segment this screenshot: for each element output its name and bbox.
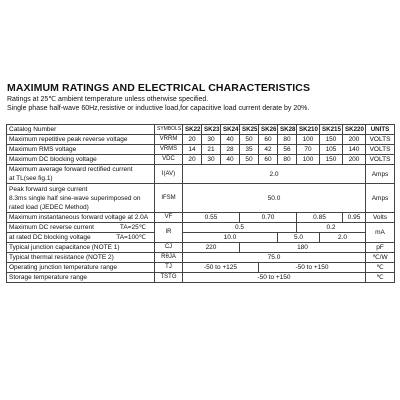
cell-value: 2.0 — [320, 233, 366, 243]
cell-value: 14 — [183, 145, 202, 155]
row-unit: ℃ — [366, 263, 395, 273]
cell-value: 220 — [183, 243, 240, 253]
row-label-line: rated load (JEDEC Method) — [9, 203, 89, 211]
header-part: SK215 — [320, 125, 343, 135]
row-unit: ℃ — [366, 273, 395, 283]
ratings-table — [6, 124, 395, 283]
row-unit: VOLTS — [366, 135, 395, 145]
cell-value: 0.70 — [240, 213, 297, 223]
row-label-line: at rated DC blocking voltage — [9, 234, 91, 241]
cell-value: 56 — [278, 145, 297, 155]
row-symbol: VRRM — [155, 135, 183, 145]
cell-value: 50.0 — [183, 184, 366, 213]
row-symbol: IR — [155, 223, 183, 243]
row-vdc — [7, 155, 395, 165]
cell-value: 100 — [297, 155, 320, 165]
row-unit: mA — [366, 223, 395, 243]
row-symbol: IFSM — [155, 184, 183, 213]
row-label-cond: TA=25℃ — [119, 224, 146, 231]
cell-value: 200 — [343, 135, 366, 145]
row-label: Maximum repetitive peak reverse voltage — [7, 135, 155, 145]
note-line-1: Ratings at 25℃ ambient temperature unless otherwise specified. — [7, 96, 209, 103]
cell-value: 140 — [343, 145, 366, 155]
cell-value: 0.5 — [183, 223, 297, 233]
row-unit: ℃/W — [366, 253, 395, 263]
row-label-line: Maximum DC reverse current — [9, 224, 94, 231]
header-part: SK28 — [278, 125, 297, 135]
row-unit: Amps — [366, 165, 395, 184]
cell-value: 20 — [183, 155, 202, 165]
row-cj — [7, 243, 395, 253]
cell-value: 28 — [221, 145, 240, 155]
row-symbol: RθJA — [155, 253, 183, 263]
cell-value: 10.0 — [183, 233, 278, 243]
cell-value: 21 — [202, 145, 221, 155]
cell-value: 20 — [183, 135, 202, 145]
row-label — [7, 165, 155, 184]
header-part: SK220 — [343, 125, 366, 135]
row-unit: Volts — [366, 213, 395, 223]
header-part: SK24 — [221, 125, 240, 135]
cell-value: 75.0 — [183, 253, 366, 263]
cell-value: 30 — [202, 135, 221, 145]
row-tstg — [7, 273, 395, 283]
row-label — [7, 184, 155, 213]
cell-value: 0.85 — [297, 213, 343, 223]
row-label-line: at TL(see fig.1) — [9, 175, 53, 182]
cell-value: 180 — [240, 243, 366, 253]
cell-value: 50 — [240, 135, 259, 145]
cell-value: 42 — [259, 145, 278, 155]
cell-value: -50 to +125 — [183, 263, 259, 273]
row-vf — [7, 213, 395, 223]
row-ir-b — [7, 233, 395, 243]
cell-value: 35 — [240, 145, 259, 155]
header-param: Catalog Number — [7, 125, 155, 135]
header-part: SK26 — [259, 125, 278, 135]
cell-value: 30 — [202, 155, 221, 165]
cell-value: 100 — [297, 135, 320, 145]
cell-value: 60 — [259, 135, 278, 145]
cell-value: 105 — [320, 145, 343, 155]
cell-value: 0.95 — [343, 213, 366, 223]
cell-value: 0.2 — [297, 223, 366, 233]
cell-value: 50 — [240, 155, 259, 165]
cell-value: 200 — [343, 155, 366, 165]
row-label — [7, 223, 155, 233]
cell-value: 2.0 — [183, 165, 366, 184]
row-symbol: TJ — [155, 263, 183, 273]
cell-value: 70 — [297, 145, 320, 155]
cell-value: 150 — [320, 135, 343, 145]
row-label-line: 8.3ms single half sine-wave superimposed on — [9, 194, 141, 202]
row-tj — [7, 263, 395, 273]
row-label: Maximum DC blocking voltage — [7, 155, 155, 165]
header-part: SK210 — [297, 125, 320, 135]
row-vrms — [7, 145, 395, 155]
document-title: MAXIMUM RATINGS AND ELECTRICAL CHARACTERISTICS — [7, 82, 311, 94]
row-label-line: Maximum average forward rectified current — [9, 166, 133, 173]
row-ir-a — [7, 223, 395, 233]
header-symbols: SYMBOLS — [155, 125, 183, 135]
ratings-document — [6, 82, 394, 281]
cell-value: -50 to +150 — [259, 263, 366, 273]
header-part: SK23 — [202, 125, 221, 135]
row-iav — [7, 165, 395, 184]
row-label: Maximum instantaneous forward voltage at 2.0A — [7, 213, 155, 223]
row-label — [7, 233, 155, 243]
row-unit: VOLTS — [366, 155, 395, 165]
cell-value: -50 to +150 — [183, 273, 366, 283]
header-part: SK22 — [183, 125, 202, 135]
cell-value: 80 — [278, 135, 297, 145]
row-label: Storage temperature range — [7, 273, 155, 283]
row-symbol: TSTG — [155, 273, 183, 283]
row-ifsm — [7, 184, 395, 213]
cell-value: 150 — [320, 155, 343, 165]
cell-value: 60 — [259, 155, 278, 165]
row-symbol: VF — [155, 213, 183, 223]
cell-value: 0.55 — [183, 213, 240, 223]
row-symbol: CJ — [155, 243, 183, 253]
row-unit: pF — [366, 243, 395, 253]
row-symbol: VDC — [155, 155, 183, 165]
row-label-line: Peak forward surge current — [9, 185, 88, 193]
cell-value: 5.0 — [278, 233, 320, 243]
row-vrrm — [7, 135, 395, 145]
row-label: Maximum RMS voltage — [7, 145, 155, 155]
row-label: Typical junction capacitance (NOTE 1) — [7, 243, 155, 253]
cell-value: 40 — [221, 155, 240, 165]
row-symbol: I(AV) — [155, 165, 183, 184]
row-label: Typical thermal resistance (NOTE 2) — [7, 253, 155, 263]
header-units: UNITS — [366, 125, 395, 135]
header-row — [7, 125, 395, 135]
row-unit: Amps — [366, 184, 395, 213]
row-label-cond: TA=100℃ — [116, 234, 146, 241]
row-symbol: VRMS — [155, 145, 183, 155]
row-unit: VOLTS — [366, 145, 395, 155]
row-label: Operating junction temperature range — [7, 263, 155, 273]
header-part: SK25 — [240, 125, 259, 135]
row-rtha — [7, 253, 395, 263]
cell-value: 40 — [221, 135, 240, 145]
cell-value: 80 — [278, 155, 297, 165]
note-line-2: Single phase half-wave 60Hz,resistive or inductive load,for capacitive load current derate by 20%. — [7, 104, 310, 112]
